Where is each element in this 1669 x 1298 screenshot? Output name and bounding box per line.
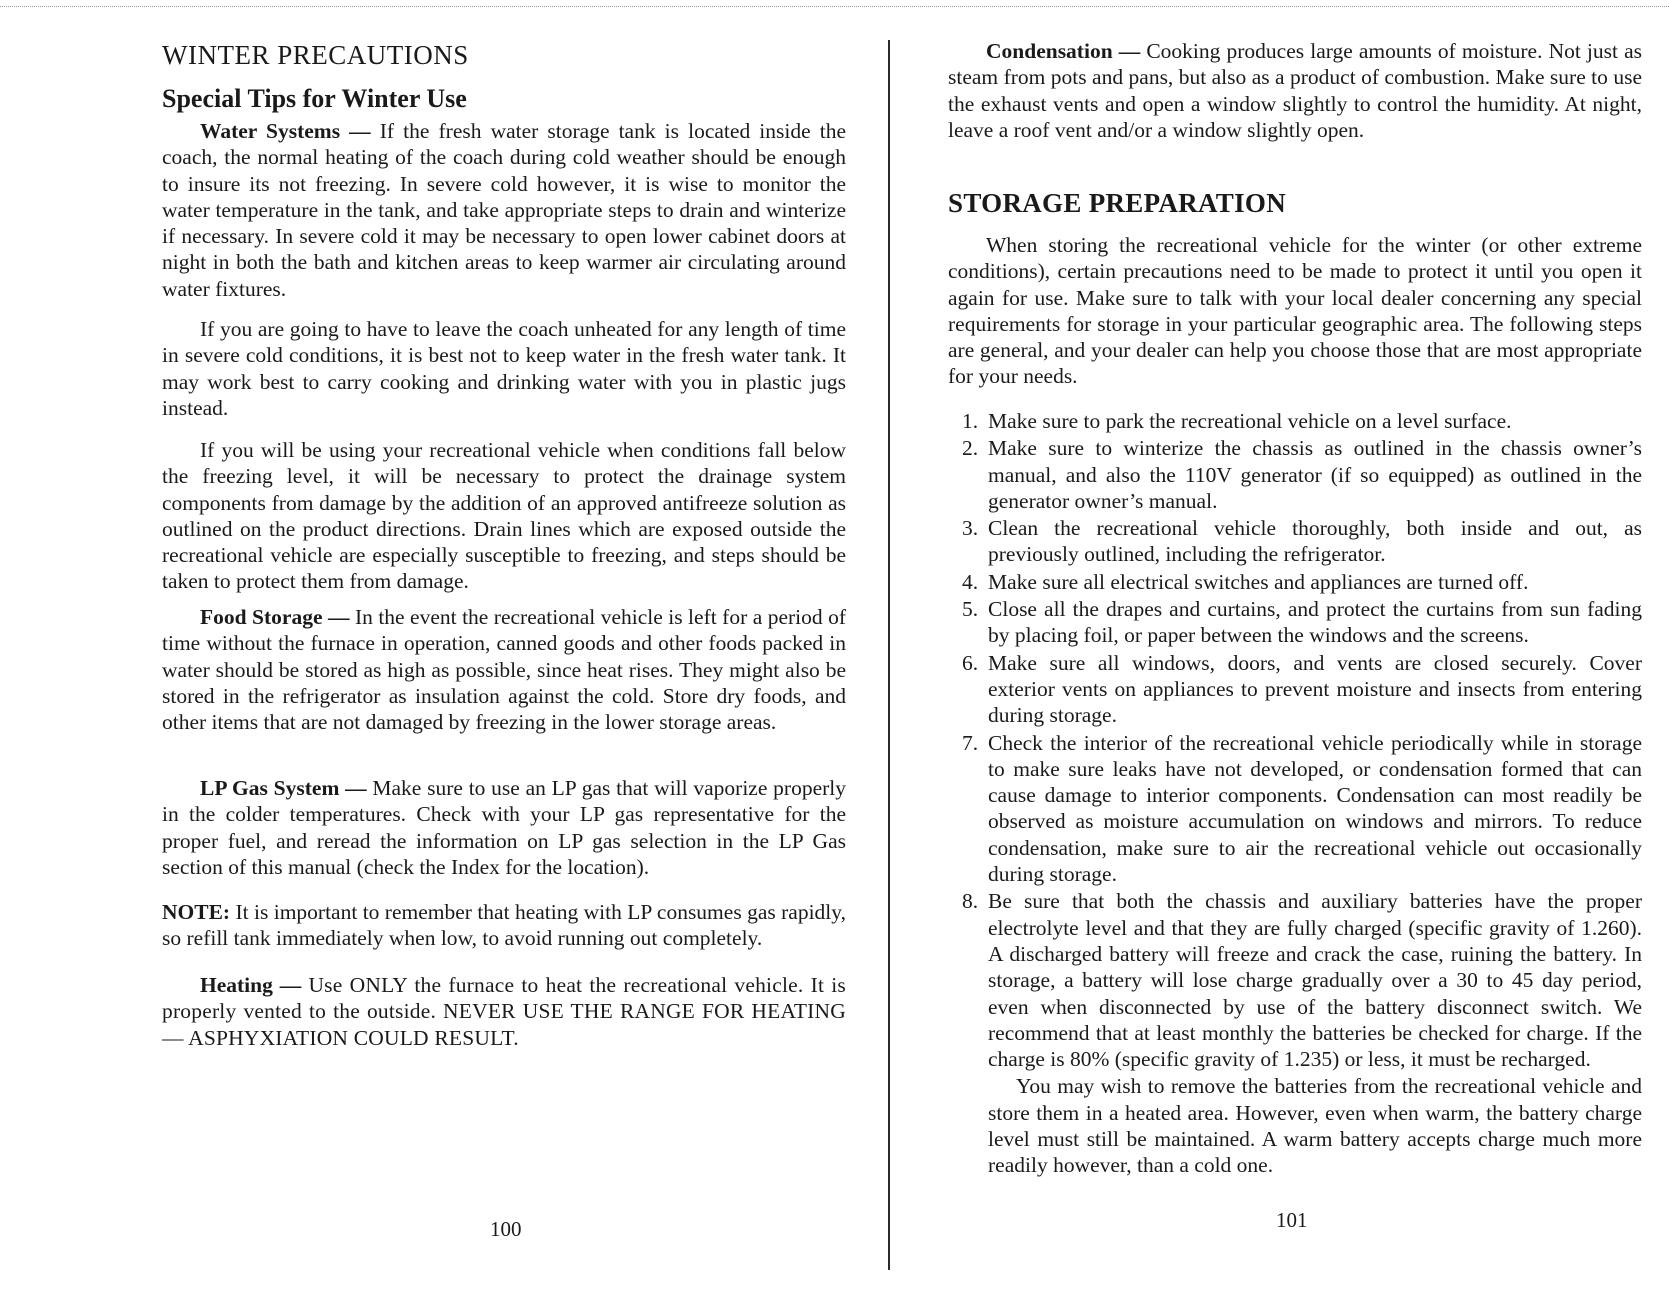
run-in-title: Condensation — bbox=[986, 39, 1141, 63]
step-number: 2. bbox=[962, 436, 979, 461]
page-heading: WINTER PRECAUTIONS bbox=[162, 40, 469, 70]
paragraph-text: Cooking produces large amounts of moisture. Not just as steam from pots and pans, but also as a product of combustion. Make sure to use the exhaust vents and open a window slightly to control the humidity. At night, leave a roof vent and/or a window slightly open. bbox=[948, 39, 1642, 142]
list-item bbox=[948, 435, 1642, 514]
run-in-title: LP Gas System — bbox=[200, 776, 367, 800]
page-gutter bbox=[888, 40, 890, 1270]
paragraph-text: If the fresh water storage tank is located inside the coach, the normal heating of the coach during cold weather should be enough to insure its not freezing. In severe cold however, it is wise to monitor the water temperature in the tank, and take appropriate steps to drain and winterize if necessary. In severe cold it may be necessary to open lower cabinet doors at night in both the bath and kitchen areas to keep warmer air circulating around water fixtures. bbox=[162, 119, 846, 301]
step-number: 8. bbox=[962, 889, 979, 914]
step-text: Make sure to park the recreational vehicle on a level surface. bbox=[988, 409, 1512, 433]
list-item bbox=[948, 650, 1642, 729]
note-label: NOTE: bbox=[162, 900, 231, 924]
paragraph-text: Make sure to use an LP gas that will vaporize properly in the colder temperatures. Check with your LP gas representative for the proper fuel, and reread the information on LP gas selection in the LP Gas section of this manual (check the Index for the location). bbox=[162, 776, 846, 879]
step-text: Be sure that both the chassis and auxiliary batteries have the proper electrolyte level and that they are fully charged (specific gravity of 1.260). A discharged battery will freeze and crack the case, ruining the battery. In storage, a battery will lose charge gradually over a 30 to 45 day period, even when disconnected by use of the battery disconnect switch. We recommend that at least monthly the batteries be checked for charge. If the charge is 80% (specific gravity of 1.235) or less, it must be recharged. bbox=[988, 889, 1642, 1072]
step-text: Clean the recreational vehicle thoroughly, both inside and out, as previously outlined, including the refrigerator. bbox=[988, 516, 1642, 567]
step-number: 7. bbox=[962, 730, 979, 755]
list-item bbox=[948, 730, 1642, 888]
storage-heading: STORAGE PREPARATION bbox=[948, 188, 1286, 218]
condensation-paragraph bbox=[948, 38, 1642, 143]
list-item bbox=[948, 569, 1642, 595]
run-in-title: Heating — bbox=[200, 973, 302, 997]
unheated-paragraph: If you are going to have to leave the coach unheated for any length of time in severe cold conditions, it is best not to keep water in the fresh water tank. It may work best to carry cooking and drinking water with you in plastic jugs instead. bbox=[162, 317, 846, 420]
water-systems-paragraph bbox=[162, 118, 846, 302]
paragraph-text: Use ONLY the furnace to heat the recreational vehicle. It is properly vented to the outside. NEVER USE THE RANGE FOR HEATING — ASPHYXIATION COULD RESULT. bbox=[162, 973, 846, 1050]
step-text: Check the interior of the recreational vehicle periodically while in storage to make sure leaks have not developed, or condensation formed that can cause damage to interior components. Condensation can most readily be observed as moisture accumulation on windows and mirrors. To reduce condensation, make sure to air the recreational vehicle out occasionally during storage. bbox=[988, 730, 1642, 887]
run-in-title: Water Systems — bbox=[200, 119, 371, 143]
step-number: 4. bbox=[962, 569, 979, 594]
note-paragraph bbox=[162, 899, 846, 952]
step-text: Make sure all electrical switches and appliances are turned off. bbox=[988, 569, 1529, 594]
page-number: 100 bbox=[490, 1217, 522, 1241]
run-in-title: Food Storage — bbox=[200, 605, 350, 629]
page-number: 101 bbox=[1276, 1208, 1308, 1232]
list-item bbox=[948, 596, 1642, 649]
food-storage-paragraph bbox=[162, 604, 846, 735]
top-edge-rule bbox=[0, 6, 1669, 7]
step-number: 5. bbox=[962, 597, 979, 622]
subheading: Special Tips for Winter Use bbox=[162, 84, 467, 113]
lp-gas-paragraph bbox=[162, 775, 846, 880]
battery-note-paragraph: You may wish to remove the batteries from the recreational vehicle and store them in a heated area. However, even when warm, the battery charge level must still be maintained. A warm battery accepts charge much more readily however, than a cold one. bbox=[988, 1074, 1642, 1178]
list-item bbox=[948, 408, 1642, 434]
paragraph-text: It is important to remember that heating with LP consumes gas rapidly, so refill tank immediately when low, to avoid running out completely. bbox=[162, 900, 846, 951]
antifreeze-paragraph: If you will be using your recreational vehicle when conditions fall below the freezing level, it will be necessary to protect the drainage system components from damage by the addition of an approved antifreeze solution as outlined on the product directions. Drain lines which are exposed outside the recreational vehicle are especially susceptible to freezing, and steps should be taken to protect them from damage. bbox=[162, 438, 846, 594]
paragraph-text: In the event the recreational vehicle is left for a period of time without the furnace in operation, canned goods and other foods packed in water should be stored as high as possible, since heat rises. They might also be stored in the refrigerator as insulation against the cold. Store dry foods, and other items that are not damaged by freezing in the lower storage areas. bbox=[162, 605, 847, 735]
battery-note-item bbox=[948, 1073, 1642, 1178]
list-item bbox=[948, 515, 1642, 568]
step-text: Make sure to winterize the chassis as outlined in the chassis owner’s manual, and also the 110V generator (if so equipped) as outlined in the generator owner’s manual. bbox=[988, 436, 1642, 513]
storage-intro-paragraph: When storing the recreational vehicle for the winter (or other extreme conditions), certain precautions need to be made to protect it until you open it again for use. Make sure to talk with your local dealer concerning any special requirements for storage in your particular geographic area. The following steps are general, and your dealer can help you choose those that are most appropriate for your needs. bbox=[948, 233, 1642, 389]
storage-steps-list bbox=[948, 408, 1642, 1180]
step-number: 3. bbox=[962, 516, 979, 541]
step-number: 6. bbox=[962, 650, 979, 675]
step-text: Close all the drapes and curtains, and protect the curtains from sun fading by placing foil, or paper between the windows and the screens. bbox=[988, 597, 1642, 648]
heating-paragraph bbox=[162, 972, 846, 1051]
step-text: Make sure all windows, doors, and vents are closed securely. Cover exterior vents on appliances to prevent moisture and insects from entering during storage. bbox=[988, 650, 1642, 728]
step-number: 1. bbox=[962, 409, 979, 433]
list-item bbox=[948, 888, 1642, 1072]
